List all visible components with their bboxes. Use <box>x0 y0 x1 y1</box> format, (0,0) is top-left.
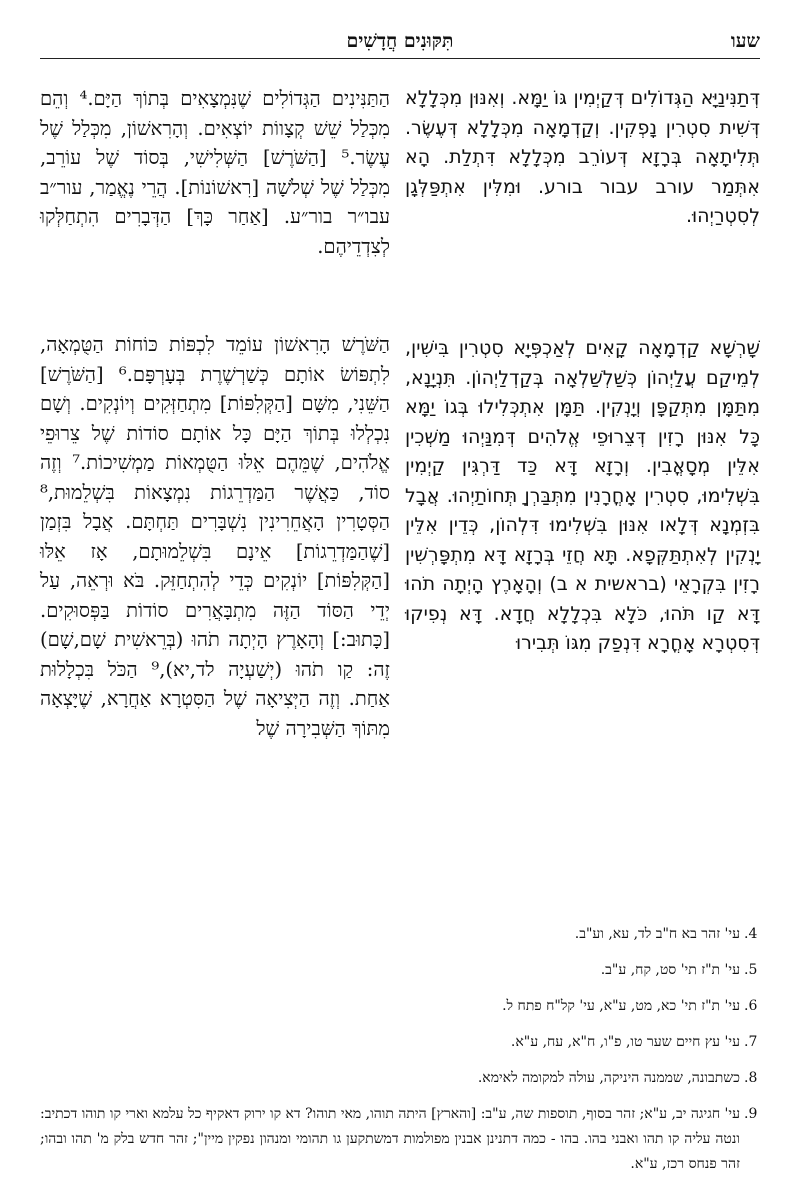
book-title: תִּקּוּנִים חֲדָשִׁים <box>346 30 454 52</box>
footnote-number: .6 <box>744 998 758 1014</box>
footnote-text: כשתבונה, שממנה היניקה, עולה למקומה לאימא. <box>477 1070 740 1086</box>
footnote <box>40 922 780 947</box>
running-header <box>40 28 760 59</box>
footnote <box>40 1030 780 1055</box>
footnotes <box>40 922 780 1188</box>
footnote-text: עי' ת"ז תי' כא, מט, ע"א, עי' קל"ח פתח ל. <box>502 998 740 1014</box>
footnote-text: עי' עץ חיים שער טו, פ"ו, ח"א, עח, ע"א. <box>510 1034 740 1050</box>
footnote-number: .7 <box>744 1034 758 1050</box>
footnote-text: עי' חגיגה יב, ע"א; זהר בסוף, תוספות שה, ע"ב: [והארץ] היתה תוהו, מאי תוהו? דא קו ירוק דאקיף כל עלמא וארי קו תוהו דכתיב: ונטה עליה קו תהו ואבני בהו. בהו - כמה דתנינן אבנין מפולמות דמשתקען גו תהומי ומנהון נפקין מיין"; זהר חדש בלק מ' תהו ובהו; זהר פנחס רכז, ע"א. <box>40 1106 740 1172</box>
aramaic-text-block-2: שָׁרְשָׁא קַדְמָאָה קָאִים לְאַכְפְּיָא סִטְרִין בִּישִׁין, לְמֵיקַם עֲלַיְהוֹן כְּשַׁלְשַׁלְאָה בְּקַדְלַיְהוֹן. תִּנְיָנָא, מִתַּמָּן מִתְּקַפָּן וְיָנְקִין. תַּמָּן אִתְכְּלִילוּ בְּגוֹ יַמָּא כָּל אִנּוּן רָזִין דְּצֵרוּפֵי אֱלֹהִים דְּמִנַּיְהוּ מַשְׁכִין אִלֵּין מְסָאֳבִין. וְרָזָא דָּא כַּד דַּרְגִּין קַיְמִין בִּשְׁלִימוּ, סִטְרִין אָחֳרָנִין מִתְּבַּרְןָ תְּחוֹתַיְהוּ. אֲבָל בִּזְמְנָא דְּלָאו אִנּוּן בִּשְׁלִימוּ דִּלְהוֹן, כְּדֵין אִלֵּין יָנְקִין לְאִתְתַּקְּפָא. תָּא חֲזֵי בְּרָזָא דָּא מִתְפָּרְשִׁין רָזִין בִּקְרָאֵי (בראשית א ב) וְהָאָרֶץ הָיְתָה תֹהוּ דָּא קַו תֹּהוּ, כֹּלָּא בִּכְלָלָא חֲדָא. דָּא נְפִיקוּ דְּסִטְרָא אָחֳרָא דִּנְפַק מִגּוֹ תְּבִירוּ <box>405 337 760 654</box>
footnote <box>40 1066 780 1091</box>
footnote-text: עי' ת"ז תי' סט, קח, ע"ב. <box>600 962 740 978</box>
footnote-number: .8 <box>744 1070 758 1086</box>
footnote <box>40 958 780 983</box>
hebrew-translation-block-1: הַתַּנִּינִים הַגְּדוֹלִים שֶׁנִּמְצָאִים בְּתוֹךְ הַיָּם.⁴ וְהֵם מִכְּלַל שֵׁשׁ קְצָווֹת יוֹצְאִים. וְהָרִאשׁוֹן, מִכְּלַל שֶׁל עֶשֶׂר.⁵ [הַשֹּׁרֶשׁ] הַשְּׁלִישִׁי, בְּסוֹד שֶׁל עוֹרֵב, מִכְּלַל שֶׁל שְׁלֹשָׁה [רִאשׁוֹנוֹת]. הֲרֵי נֶאֱמַר, עור״ב עבו״ר בור״ע. [אַחַר כָּךְ] הַדְּבָרִים הִתְחַלְּקוּ לְצִדְדֵיהֶם. <box>40 87 390 258</box>
footnote <box>40 1102 780 1177</box>
footnote-number: .9 <box>744 1106 758 1122</box>
footnote-number: .4 <box>744 926 758 942</box>
page-number: שעו <box>730 30 760 52</box>
footnote <box>40 994 780 1019</box>
footnote-number: .5 <box>744 962 758 978</box>
hebrew-translation-block-2: הַשֹּׁרֶשׁ הָרִאשׁוֹן עוֹמֵד לִכְפּוֹת כּוֹחוֹת הַטֻּמְאָה, לִתְפּוֹשׂ אוֹתָם כְּשַׁרְשֶׁרֶת בְּעָרְפָּם.⁶ [הַשֹּׁרֶשׁ] הַשֵּׁנִי, מִשָּׁם [הַקְּלִפּוֹת] מִתְחַזְּקִים וְיוֹנְקִים. וְשָׁם נִכְלְלוּ בְּתוֹךְ הַיָּם כָּל אוֹתָם סוֹדוֹת שֶׁל צֵרוּפֵי אֱלֹהִים, שֶׁמֵּהֶם אֵלּוּ הַטֻּמְאוֹת מַמְשִׁיכוֹת.⁷ וְזֶה סוֹד, כַּאֲשֶׁר הַמַּדְרֵגוֹת נִמְצָאוֹת בִּשְׁלֵמוּת,⁸ הַסְּטָרִין הָאֲחֵרִינִין נִשְׁבָּרִים תַּחְתָּם. אֲבָל בִּזְמַן [שֶׁהַמַּדְרֵגוֹת] אֵינָם בִּשְׁלֵמוּתָם, אָז אֵלּוּ [הַקְּלִפּוֹת] יוֹנְקִים כְּדֵי לְהִתְחַזֵּק. בֹּא וּרְאֵה, עַל יְדֵי הַסּוֹד הַזֶּה מִתְבָּאֲרִים סוֹדוֹת בַּפְּסוּקִים. [כָּתוּב:] וְהָאָרֶץ הָיְתָה תֹהוּ (בְּרֵאשִׁית שָׁם,שָׁם) זֶה: קַו תֹהוּ (יְשַׁעְיָה לד,יא),⁹ הַכֹּל בִּכְלָלוּת אַחַת. וְזֶה הַיְּצִיאָה שֶׁל הַסִּטְרָא אַחֲרָא, שֶׁיָּצְאָה מִתּוֹךְ הַשְּׁבִירָה שֶׁל <box>40 333 391 740</box>
footnote-text: עי' זהר בא ח"ב לד, עא, וע"ב. <box>574 926 740 942</box>
aramaic-text-block-1: דְּתַנִּינַיָּא הַגְּדוֹלִים דְּקַיְמִין גּוֹ יַמָּא. וְאִנּוּן מִכְּלָלָא דְּשִׁית סִטְרִין נָפְקִין. וְקַדְמָאָה מִכְּלָלָא דְּעֶשֶׂר. תְּלִיתָאָה בְּרָזָא דְּעוֹרֵב מִכְּלָלָא דִּתְלַת. הָא אִתְּמַר עורב עבור בורע. וּמִלִּין אִתְפַּלְּגָן לְסִטְרַיְהוּ. <box>405 87 760 227</box>
